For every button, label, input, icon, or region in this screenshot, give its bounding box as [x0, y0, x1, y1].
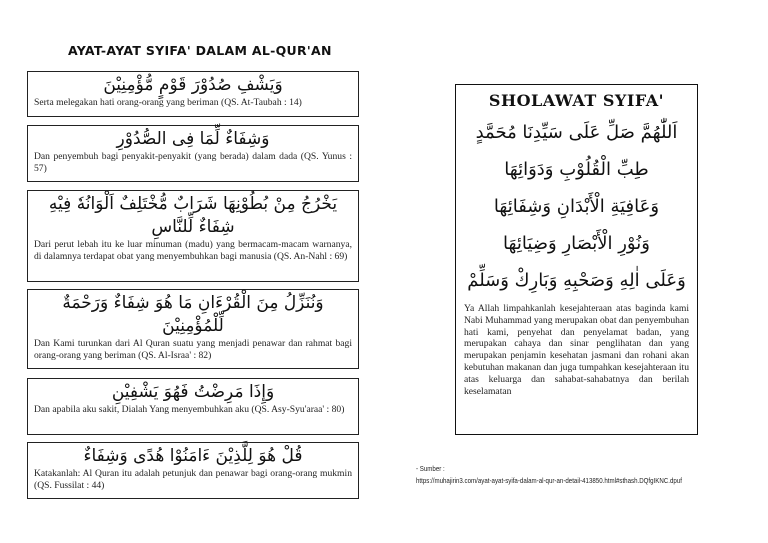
sholawat-line-5: وَعَلَى اٰلِهِ وَصَحْبِهِ وَبَارِكْ وَسَلِّمْ [467, 270, 686, 291]
verse-translation: Dan Kami turunkan dari Al Quran suatu yang menjadi penawar dan rahmat bagi orang-orang yang beriman (QS. Al-Israa' : 82) [34, 338, 352, 361]
verse-box-6 [27, 442, 359, 499]
verse-box-3 [27, 190, 359, 282]
verse-box-1 [27, 71, 359, 117]
left-section-title: AYAT-AYAT SYIFA' DALAM AL-QUR'AN [68, 43, 332, 58]
sholawat-box [455, 84, 698, 435]
sholawat-line-2: طِبِّ الْقُلُوْبِ وَدَوَائِهَا [504, 159, 649, 180]
verse-box-2 [27, 125, 359, 182]
verse-arabic: وَيَشْفِ صُدُوْرَ قَوْمٍ مُّؤْمِنِيْنَ [103, 75, 283, 95]
sholawat-translation: Ya Allah limpahkanlah kesejahteraan atas baginda kami Nabi Muhammad yang merupakan obat dan penyembuhan hati kami, penyehat dan penyelamat badan, yang merupakan cahaya dan sinar penglihatan dan yang merupakan penjamin kesehatan jasmani dan rohani akan kebutuhan makanan dan juga tumpahkan kesejahteraan itu atas keluarga dan sahabat-sahabatnya dan berilah keselamatan [464, 303, 689, 397]
sholawat-line-3: وَعَافِيَةِ الْأَبْدَانِ وَشِفَائِهَا [493, 196, 660, 217]
source-note [416, 463, 699, 487]
verse-arabic: وَنُنَزِّلُ مِنَ الْقُرْءَانِ مَا هُوَ شِفَاءٌ وَرَحْمَةٌ لِّلْمُؤْمِنِيْنَ [62, 293, 324, 336]
verse-arabic: وَإِذَا مَرِضْتُ فَهُوَ يَشْفِيْنِ [111, 382, 275, 402]
verse-arabic: قُلْ هُوَ لِلَّذِيْنَ ءَامَنُوْا هُدًى وَشِفَاءٌ [83, 446, 303, 466]
verse-translation: Serta melegakan hati orang-orang yang beriman (QS. At-Taubah : 14) [34, 97, 302, 108]
verse-box-4 [27, 289, 359, 369]
sholawat-line-1: اَللّٰهُمَّ صَلِّ عَلَى سَيِّدِنَا مُحَمَّدٍ [475, 122, 678, 143]
verse-translation: Dan apabila aku sakit, Dialah Yang menyembuhkan aku (QS. Asy-Syu'araa' : 80) [34, 404, 345, 415]
source-label: - Sumber : [416, 464, 445, 473]
verse-translation: Katakanlah: Al Quran itu adalah petunjuk dan penawar bagi orang-orang mukmin (QS. Fussilat : 44) [34, 468, 352, 491]
sholawat-title: SHOLAWAT SYIFA' [488, 91, 665, 110]
sholawat-line-4: وَنُوْرِ الْأَبْصَارِ وَضِيَائِهَا [503, 233, 650, 254]
verse-translation: Dan penyembuh bagi penyakit-penyakit (yang berada) dalam dada (QS. Yunus : 57) [34, 151, 352, 174]
verse-arabic: وَشِفَاءٌ لِّمَا فِى الصُّدُوْرِ [116, 129, 270, 149]
source-url: https://muhajirin3.com/ayat-ayat-syifa-dalam-al-qur-an-detail-413850.html#sthash.DQfgIKNC.dpuf [416, 476, 682, 485]
verse-translation: Dari perut lebah itu ke luar minuman (madu) yang bermacam-macam warnanya, di dalamnya terdapat obat yang menyembuhkan bagi manusia (QS. An-Nahl : 69) [34, 239, 352, 262]
verse-arabic: يَخْرُجُ مِنْ بُطُوْنِهَا شَرَابٌ مُّخْتَلِفٌ اَلْوَانُهٗ فِيْهِ شِفَاءٌ لِّلنَّاسِ [48, 194, 338, 237]
verse-box-5 [27, 378, 359, 435]
